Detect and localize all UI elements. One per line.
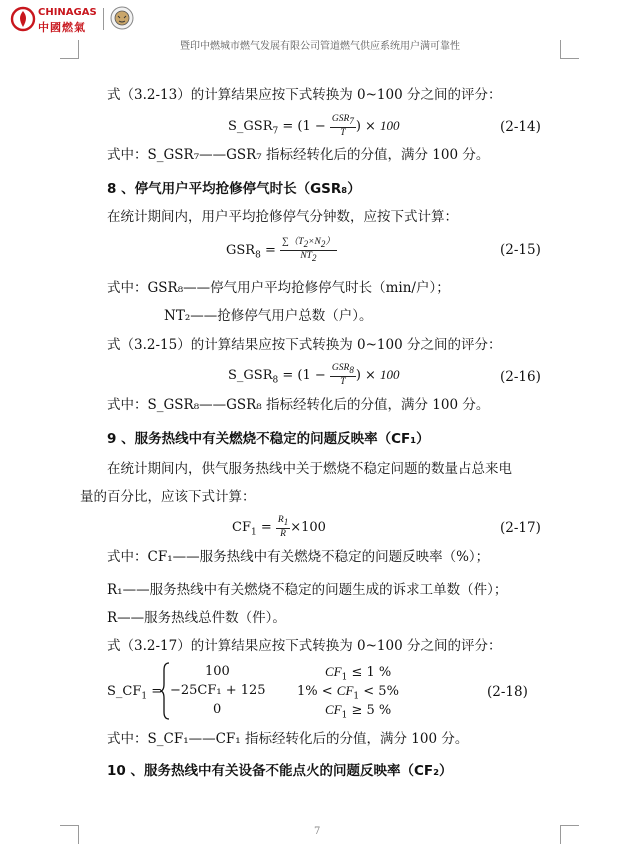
case-condition: $1\% < CF_1 < 5\%$ (297, 683, 399, 702)
equation-2-16: $S\_GSR_8 = (1$ − $\frac{GSR_8}{T}$ ) × 100 (228, 363, 400, 387)
case-condition: $CF_1 \le 1$ % (325, 664, 392, 683)
section-heading: 9 、服务热线中有关燃烧不稳定的问题反映率（CF₁） (107, 431, 430, 447)
paragraph-line: R——服务热线总件数（件）。 (107, 610, 286, 626)
page-number: 7 (314, 826, 321, 837)
case-value: 0 (213, 702, 222, 717)
crop-mark-bottom-right (560, 825, 579, 844)
paragraph-line: 式中：GSR₈——停气用户平均抢修停气时长（min/户）； (107, 280, 450, 296)
section-heading: 10 、服务热线中有关设备不能点火的问题反映率（CF₂） (107, 763, 453, 779)
tiger-emblem-icon (110, 6, 134, 30)
paragraph-line: 式中：S_GSR₈——GSR₈ 指标经转化后的分值，满分 100 分。 (107, 397, 490, 413)
case-value: −25CF₁ + 125 (170, 683, 266, 698)
paragraph-line: 量的百分比，应该下式计算： (80, 489, 256, 505)
paragraph-line: 式中：S_GSR₇——GSR₇ 指标经转化后的分值，满分 100 分。 (107, 147, 490, 163)
paragraph-line: 式（3.2-13）的计算结果应按下式转换为 0~100 分之间的评分： (107, 87, 502, 103)
crop-mark-top-left (60, 40, 79, 59)
brand-logo (10, 6, 100, 32)
equation-number: (2-18) (487, 684, 528, 700)
crop-mark-top-right (560, 40, 579, 59)
equation-2-17: $CF_1$ = $\frac{R_1}{R}$ ×100 (232, 515, 326, 539)
equation-2-18: $S\_CF_1$ = 100 −25CF₁ + 125 0 $CF_1 \le 1$ % $1\% < CF_1 < 5\%$ $CF_1 \ge 5$ % (107, 664, 399, 721)
logo-chinese: 中國燃氣 (38, 21, 86, 34)
equation-2-14: $S\_GSR_7 = (1$ − $\frac{GSR_7}{T}$ ) × 100 (228, 114, 400, 138)
logo-divider (103, 8, 104, 30)
equation-number: (2-17) (500, 520, 541, 536)
paragraph-line: 式中：S_CF₁——CF₁ 指标经转化后的分值，满分 100 分。 (107, 731, 469, 747)
crop-mark-bottom-left (60, 825, 79, 844)
case-condition: $CF_1 \ge 5$ % (325, 702, 392, 721)
equation-2-15: $GSR_8$ = $\frac{\sum(T_2\times N_2)}{NT_2}$ (226, 237, 335, 263)
logo-english: CHINAGAS (38, 7, 97, 18)
equation-number: (2-14) (500, 119, 541, 135)
paragraph-line: 式（3.2-15）的计算结果应按下式转换为 0~100 分之间的评分： (107, 337, 502, 353)
flame-logo-icon (10, 6, 36, 32)
header-title: 暨印中燃城市燃气发展有限公司管道燃气供应系统用户满可靠性 (180, 41, 460, 52)
paragraph-line: 在统计期间内，供气服务热线中关于燃烧不稳定问题的数量占总来电 (107, 461, 512, 477)
paragraph-line: 式中：CF₁——服务热线中有关燃烧不稳定的问题反映率（%）； (107, 549, 490, 565)
paragraph-line: R₁——服务热线中有关燃烧不稳定的问题生成的诉求工单数（件）； (107, 582, 508, 598)
section-heading: 8 、停气用户平均抢修停气时长（GSR₈） (107, 181, 361, 197)
equation-number: (2-15) (500, 242, 541, 258)
paragraph-line: NT₂——抢修停气用户总数（户）。 (164, 308, 373, 324)
case-value: 100 (205, 664, 230, 679)
paragraph-line: 式（3.2-17）的计算结果应按下式转换为 0~100 分之间的评分： (107, 638, 502, 654)
equation-number: (2-16) (500, 369, 541, 385)
paragraph-line: 在统计期间内，用户平均抢修停气分钟数，应按下式计算： (107, 209, 458, 225)
